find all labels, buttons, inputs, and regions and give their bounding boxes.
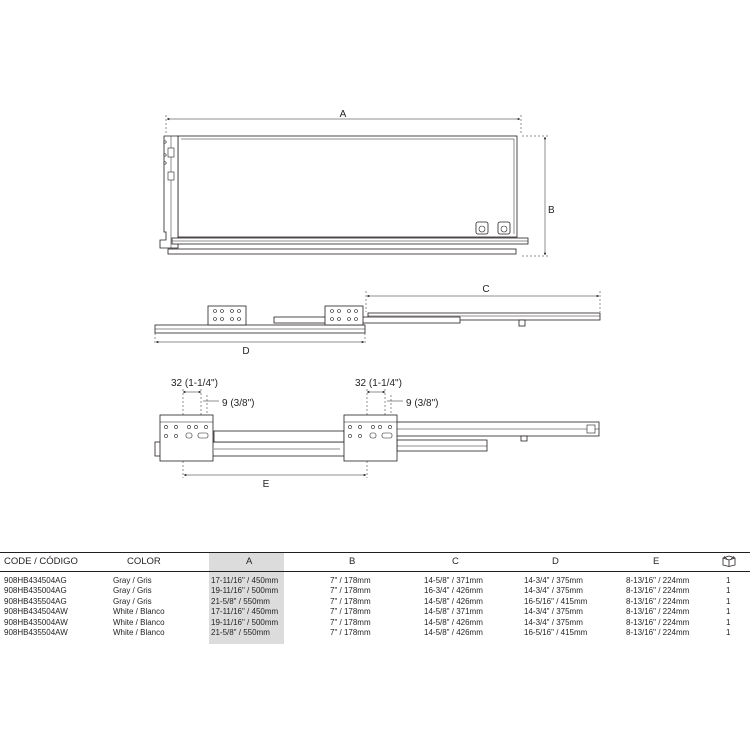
cell-d: 14-3/4" / 375mm <box>524 586 583 596</box>
cell-a: 19-11/16" / 500mm <box>211 586 279 596</box>
dimension-label-c: C <box>482 284 490 295</box>
cell-b: 7" / 178mm <box>330 596 371 606</box>
header-e: E <box>653 556 660 567</box>
cell-color: White / Blanco <box>113 628 165 637</box>
cell-code: 908HB434504AW <box>4 607 68 617</box>
cell-color: White / Blanco <box>113 607 165 617</box>
cell-c: 14-5/8" / 426mm <box>424 617 483 627</box>
header-b: B <box>349 556 356 567</box>
header-code: CODE / CÓDIGO <box>4 556 78 567</box>
cell-a: 19-11/16" / 500mm <box>211 617 279 627</box>
cell-b: 7" / 178mm <box>330 586 371 596</box>
cell-d: 16-5/16" / 415mm <box>524 596 588 606</box>
cell-e: 8-13/16" / 224mm <box>626 596 690 606</box>
cell-code: 908HB435004AG <box>4 586 67 596</box>
header-d: D <box>552 556 559 567</box>
base-runner <box>168 249 516 254</box>
cell-b: 7" / 178mm <box>330 628 371 637</box>
cell-code: 908HB434504AG <box>4 576 67 585</box>
cell-c: 14-5/8" / 426mm <box>424 628 483 637</box>
middle-rail <box>274 317 460 323</box>
dimension-label-d: D <box>242 346 250 357</box>
cell-b: 7" / 178mm <box>330 607 371 617</box>
dimension-label-b: B <box>548 205 555 216</box>
cell-d: 14-3/4" / 375mm <box>524 576 583 585</box>
cell-code: 908HB435504AG <box>4 596 67 606</box>
cell-b: 7" / 178mm <box>330 576 371 585</box>
drawer-side-panel <box>178 136 517 237</box>
cell-color: Gray / Gris <box>113 586 152 596</box>
dimension-label-e: E <box>262 479 270 490</box>
cell-b: 7" / 178mm <box>330 617 371 627</box>
cell-d: 14-3/4" / 375mm <box>524 607 583 617</box>
cell-c: 14-5/8" / 371mm <box>424 576 483 585</box>
table-top-rule <box>0 552 750 553</box>
hole-spacing-label-front: 32 (1-1/4") <box>171 378 218 389</box>
cell-c: 14-5/8" / 371mm <box>424 607 483 617</box>
header-color: COLOR <box>127 556 161 567</box>
middle-rail-detail <box>397 440 487 451</box>
cell-d: 14-3/4" / 375mm <box>524 617 583 627</box>
drawer-side-view <box>160 109 555 256</box>
cell-a: 21-5/8" / 550mm <box>211 628 270 637</box>
header-c: C <box>452 556 459 567</box>
box-icon <box>722 555 736 567</box>
rail-stop-tab <box>519 320 525 326</box>
cell-color: White / Blanco <box>113 617 165 627</box>
cell-code: 908HB435504AW <box>4 628 68 637</box>
cell-qty: 1 <box>726 586 731 596</box>
cell-e: 8-13/16" / 224mm <box>626 617 690 627</box>
cell-qty: 1 <box>726 576 731 585</box>
cell-e: 8-13/16" / 224mm <box>626 576 690 585</box>
runner-side-view <box>155 284 600 357</box>
cell-d: 16-5/16" / 415mm <box>524 628 588 637</box>
hole-spacing-label-rear: 32 (1-1/4") <box>355 378 402 389</box>
front-bracket <box>208 306 246 325</box>
header-a: A <box>246 556 253 567</box>
cell-a: 17-11/16" / 450mm <box>211 576 279 585</box>
cell-e: 8-13/16" / 224mm <box>626 607 690 617</box>
cell-c: 16-3/4" / 426mm <box>424 586 483 596</box>
cell-e: 8-13/16" / 224mm <box>626 628 690 637</box>
cell-qty: 1 <box>726 596 731 606</box>
bracket-detail-view <box>155 378 599 490</box>
rail-strip-detail <box>214 431 344 442</box>
cell-a: 17-11/16" / 450mm <box>211 607 279 617</box>
cell-a: 21-5/8" / 550mm <box>211 596 270 606</box>
rear-bracket <box>325 306 363 325</box>
cell-color: Gray / Gris <box>113 596 152 606</box>
cell-e: 8-13/16" / 224mm <box>626 586 690 596</box>
cell-qty: 1 <box>726 617 731 627</box>
cell-c: 14-5/8" / 426mm <box>424 596 483 606</box>
hole-offset-label-front: 9 (3/8") <box>222 398 255 409</box>
cell-code: 908HB435004AW <box>4 617 68 627</box>
cell-qty: 1 <box>726 607 731 617</box>
cell-color: Gray / Gris <box>113 576 152 585</box>
table-header-rule <box>0 571 750 572</box>
rail-end-slot <box>587 425 595 433</box>
dimension-label-a: A <box>339 109 347 120</box>
cell-qty: 1 <box>726 628 731 637</box>
hole-offset-label-rear: 9 (3/8") <box>406 398 439 409</box>
